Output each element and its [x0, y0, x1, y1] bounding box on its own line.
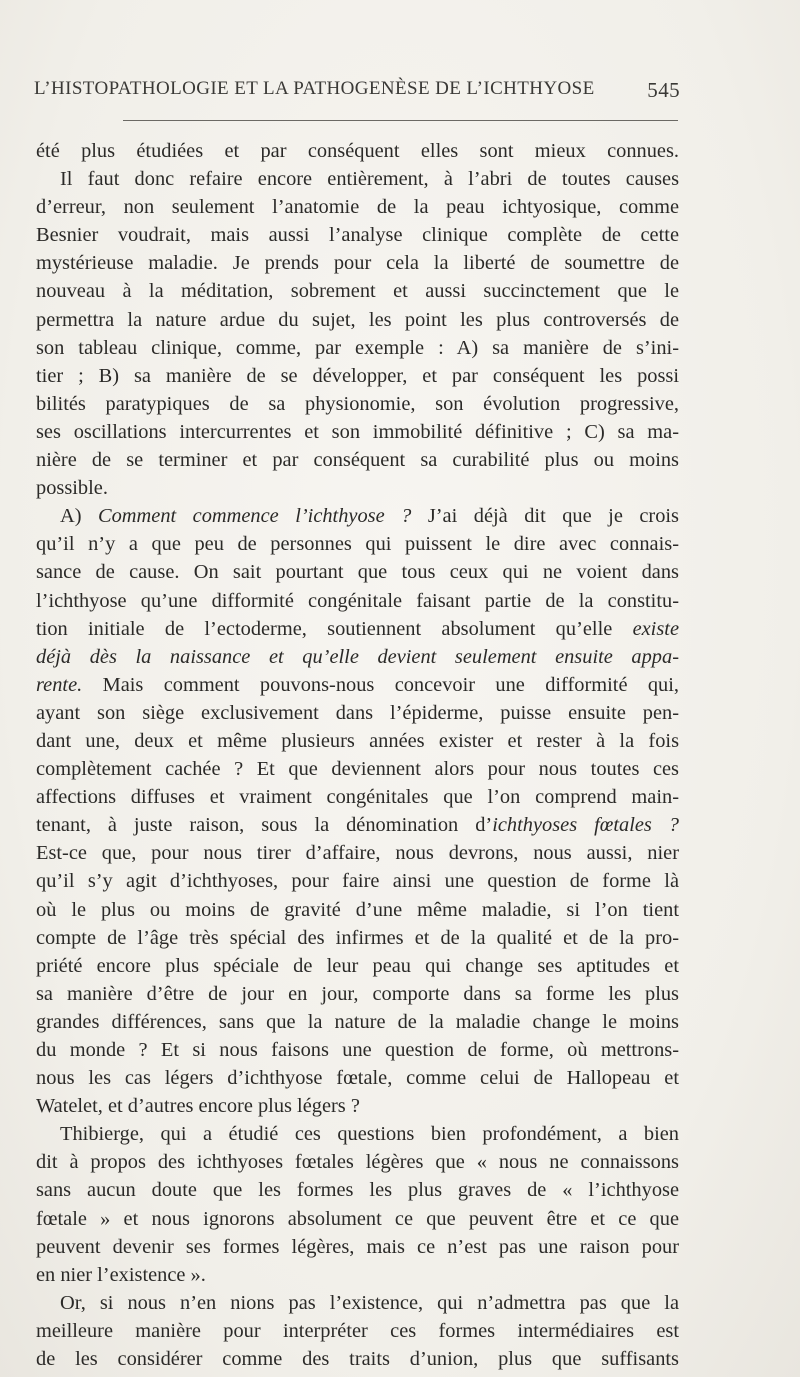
- text-segment: nouveau à la méditation, sobrement et aussi succinctement que le: [36, 280, 679, 303]
- text-segment: meilleure manière pour interpréter ces formes intermédiaires est: [36, 1319, 679, 1342]
- text-line: [36, 193, 679, 221]
- text-segment: tenant, à juste raison, sous la dénomination d’: [36, 814, 493, 837]
- text-segment: complètement cachée ? Et que deviennent alors pour nous toutes ces: [36, 758, 679, 781]
- text-segment: où le plus ou moins de gravité d’une même maladie, si l’on tient: [36, 898, 679, 921]
- text-line: [36, 671, 679, 699]
- text-segment: peuvent devenir ses formes légères, mais ce n’est pas une raison pour: [36, 1235, 679, 1258]
- text-segment: Mais comment pouvons-nous concevoir une difformité qui,: [82, 673, 679, 696]
- text-segment: sance de cause. On sait pourtant que tous ceux qui ne voient dans: [36, 561, 679, 584]
- text-line: [36, 896, 679, 924]
- text-line: [36, 390, 679, 418]
- text-segment: Il faut donc refaire encore entièrement, à l’abri de toutes causes: [60, 168, 679, 191]
- italic-text: déjà dès la naissance et qu’elle devient seulement ensuite appa-: [36, 645, 679, 668]
- text-segment: J’ai déjà dit que je crois: [411, 505, 679, 528]
- text-line: [36, 615, 679, 643]
- text-line: [36, 811, 679, 839]
- text-segment: mystérieuse maladie. Je prends pour cela la liberté de soumettre de: [36, 252, 679, 275]
- italic-text: existe: [632, 617, 679, 640]
- text-segment: fœtale » et nous ignorons absolument ce que peuvent être et ce que: [36, 1207, 679, 1230]
- text-segment: en nier l’existence ».: [36, 1263, 206, 1286]
- text-line: [36, 221, 679, 249]
- text-segment: dant une, deux et même plusieurs années exister et rester à la fois: [36, 729, 679, 752]
- text-segment: sa manière d’être de jour en jour, comporte dans sa forme les plus: [36, 982, 679, 1005]
- text-segment: bilités paratypiques de sa physionomie, son évolution progressive,: [36, 392, 679, 415]
- text-line: [36, 1176, 679, 1204]
- text-line: [36, 1008, 679, 1036]
- italic-text: Comment commence l’ichthyose ?: [98, 505, 412, 528]
- text-line: [36, 502, 679, 530]
- text-segment: A): [60, 505, 99, 528]
- text-segment: ses oscillations intercurrentes et son immobilité définitive ; C) sa ma-: [36, 420, 679, 443]
- text-segment: permettra la nature ardue du sujet, les point les plus controversés de: [36, 308, 679, 331]
- text-line: [36, 1205, 679, 1233]
- text-segment: Thibierge, qui a étudié ces questions bien profondément, a bien: [60, 1123, 679, 1146]
- text-line: [36, 727, 679, 755]
- header-rule: [123, 120, 678, 121]
- text-segment: nous les cas légers d’ichthyose fœtale, comme celui de Hallopeau et: [36, 1067, 679, 1090]
- text-segment: Est-ce que, pour nous tirer d’affaire, nous devrons, nous aussi, nier: [36, 842, 679, 865]
- text-line: [36, 474, 679, 502]
- text-line: [36, 1064, 679, 1092]
- text-segment: tier ; B) sa manière de se développer, et par conséquent les possi: [36, 364, 679, 387]
- text-segment: Watelet, et d’autres encore plus légers ?: [36, 1095, 360, 1118]
- text-line: [36, 980, 679, 1008]
- text-segment: qu’il n’y a que peu de personnes qui puissent le dire avec connais-: [36, 533, 679, 556]
- text-line: [36, 699, 679, 727]
- text-line: [36, 362, 679, 390]
- text-line: [36, 249, 679, 277]
- text-segment: compte de l’âge très spécial des infirmes et de la qualité et de la pro-: [36, 926, 679, 949]
- text-line: [36, 587, 679, 615]
- text-segment: sans aucun doute que les formes les plus graves de « l’ichthyose: [36, 1179, 679, 1202]
- text-line: [36, 1036, 679, 1064]
- text-segment: ayant son siège exclusivement dans l’épiderme, puisse ensuite pen-: [36, 701, 679, 724]
- text-line: [36, 1092, 679, 1120]
- text-line: [36, 924, 679, 952]
- body-text: [36, 137, 679, 1373]
- text-segment: l’ichthyose qu’une difformité congénitale faisant partie de la constitu-: [36, 589, 679, 612]
- text-segment: dit à propos des ichthyoses fœtales légères que « nous ne connaissons: [36, 1151, 679, 1174]
- text-line: [36, 643, 679, 671]
- text-line: [36, 1317, 679, 1345]
- text-line: [36, 306, 679, 334]
- text-line: [36, 1233, 679, 1261]
- text-segment: d’erreur, non seulement l’anatomie de la peau ichtyosique, comme: [36, 196, 679, 219]
- text-line: [36, 558, 679, 586]
- text-segment: Or, si nous n’en nions pas l’existence, qui n’admettra pas que la: [60, 1291, 679, 1314]
- text-segment: son tableau clinique, comme, par exemple : A) sa manière de s’ini-: [36, 336, 679, 359]
- running-head: [34, 78, 680, 104]
- text-line: [36, 1261, 679, 1289]
- text-line: [36, 530, 679, 558]
- text-segment: tion initiale de l’ectoderme, soutiennent absolument qu’elle: [36, 617, 633, 640]
- text-line: [36, 446, 679, 474]
- text-line: [36, 277, 679, 305]
- text-line: [36, 1148, 679, 1176]
- text-segment: de les considérer comme des traits d’union, plus que suffisants: [36, 1348, 679, 1371]
- text-line: [36, 755, 679, 783]
- text-line: [36, 1120, 679, 1148]
- text-segment: du monde ? Et si nous faisons une question de forme, où mettrons-: [36, 1039, 679, 1061]
- page-number: 545: [647, 78, 680, 102]
- text-line: [36, 867, 679, 895]
- text-line: [36, 165, 679, 193]
- text-segment: qu’il s’y agit d’ichthyoses, pour faire ainsi une question de forme là: [36, 870, 679, 893]
- text-line: [36, 1345, 679, 1373]
- text-segment: possible.: [36, 477, 108, 500]
- italic-text: rente.: [36, 673, 83, 696]
- text-line: [36, 137, 679, 165]
- text-segment: Besnier voudrait, mais aussi l’analyse clinique complète de cette: [36, 224, 679, 247]
- text-segment: été plus étudiées et par conséquent elles sont mieux connues.: [36, 140, 679, 162]
- text-segment: nière de se terminer et par conséquent sa curabilité plus ou moins: [36, 449, 679, 472]
- text-segment: affections diffuses et vraiment congénitales que l’on comprend main-: [36, 786, 679, 809]
- text-segment: priété encore plus spéciale de leur peau qui change ses aptitudes et: [36, 954, 679, 977]
- text-line: [36, 783, 679, 811]
- text-line: [36, 334, 679, 362]
- running-title: L’HISTOPATHOLOGIE ET LA PATHOGENÈSE DE L’ICHTHYOSE: [34, 78, 595, 99]
- text-line: [36, 418, 679, 446]
- text-line: [36, 952, 679, 980]
- text-line: [36, 839, 679, 867]
- text-line: [36, 1289, 679, 1317]
- text-segment: grandes différences, sans que la nature de la maladie change le moins: [36, 1010, 679, 1033]
- italic-text: ichthyoses fœtales ?: [492, 814, 680, 837]
